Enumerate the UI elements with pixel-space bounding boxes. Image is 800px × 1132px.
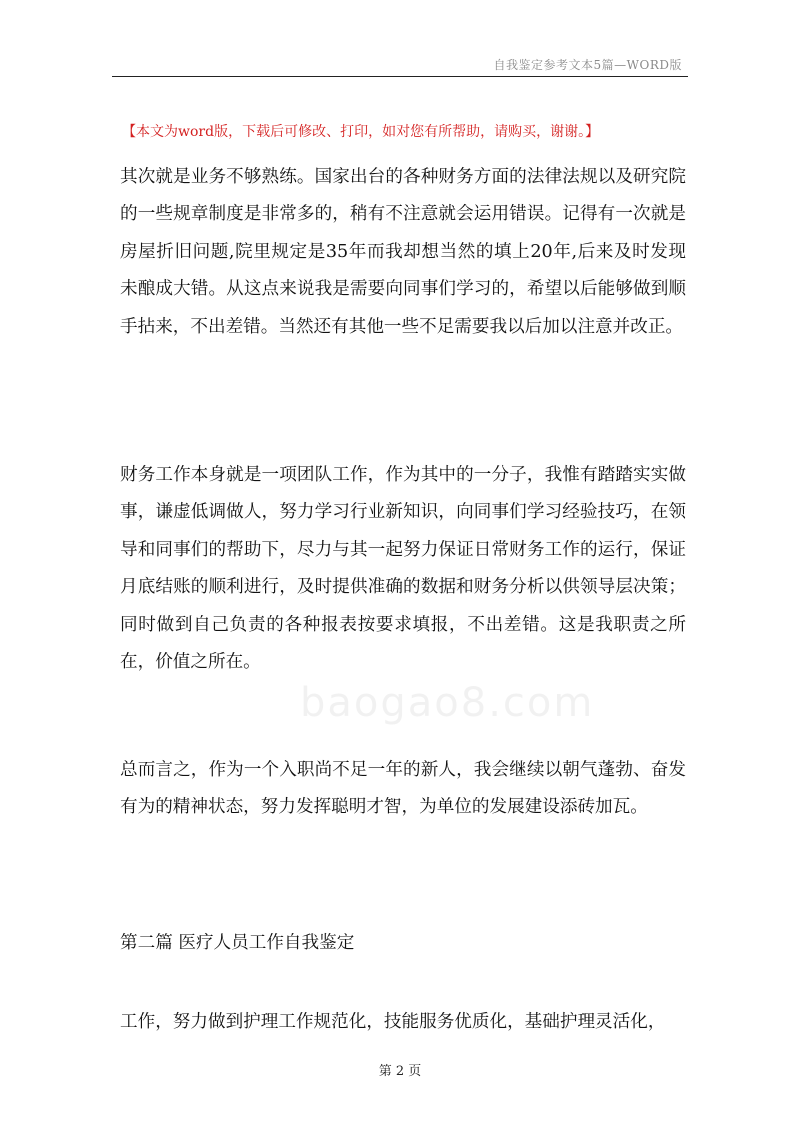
paragraph-2: 财务工作本身就是一项团队工作，作为其中的一分子，我惟有踏踏实实做事，谦虚低调做人，努力学习行业新知识，向同事们学习经验技巧，在领导和同事们的帮助下，尽力与其一起努力保证日常财务工作的运行，保证月底结账的顺利进行，及时提供准确的数据和财务分析以供领导层决策；同时做到自己负责的各种报表按要求填报，不出差错。这是我职责之所在，价值之所在。 xyxy=(120,465,686,673)
page-number: 第 2 页 xyxy=(378,1064,422,1079)
paragraph-4: 工作，努力做到护理工作规范化，技能服务优质化，基础护理灵活化， xyxy=(120,1012,666,1032)
paragraph-1: 其次就是业务不够熟练。国家出台的各种财务方面的法律法规以及研究院的一些规章制度是非常多的，稍有不注意就会运用错误。记得有一次就是房屋折旧问题,院里规定是35年而我却想当然的填上20年,后来及时发现未酿成大错。从这点来说我是需要向同事们学习的，希望以后能够做到顺手拈来，不出差错。当然还有其他一些不足需要我以后加以注意并改正。 xyxy=(120,167,686,337)
section-heading: 第二篇 医疗人员工作自我鉴定 xyxy=(120,933,355,953)
watermark: baogao8.com xyxy=(300,680,595,726)
document-header-title: 自我鉴定参考文本5篇—WORD版 xyxy=(493,58,682,72)
purchase-notice: 【本文为word版，下载后可修改、打印，如对您有所帮助，请购买，谢谢。】 xyxy=(122,124,600,140)
paragraph-3: 总而言之，作为一个入职尚不足一年的新人，我会继续以朝气蓬勃、奋发有为的精神状态，努力发挥聪明才智，为单位的发展建设添砖加瓦。 xyxy=(120,760,686,818)
header-divider xyxy=(112,76,688,77)
